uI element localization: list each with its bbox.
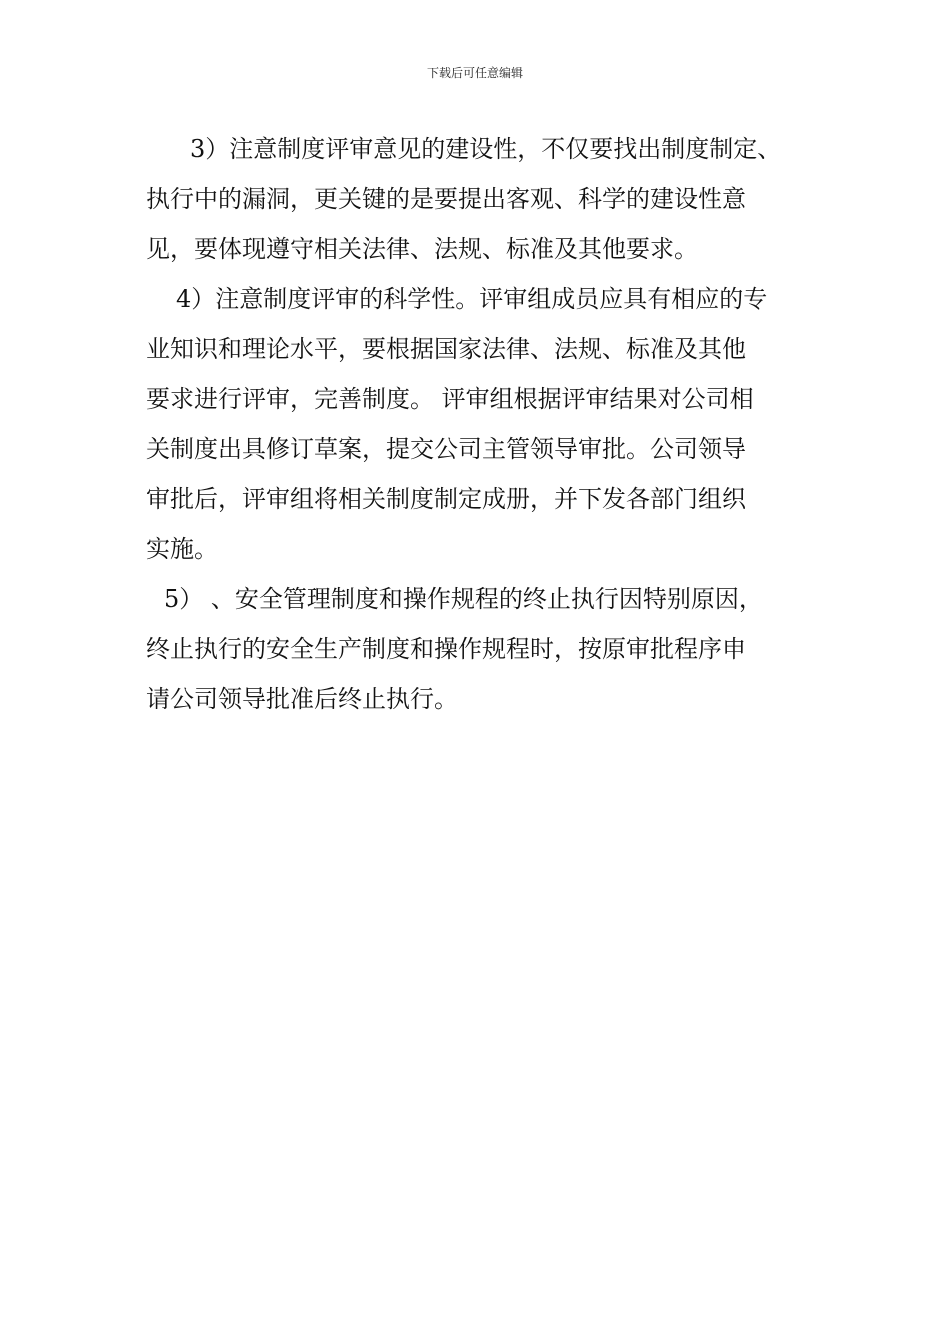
paragraph-3 bbox=[146, 124, 836, 274]
paragraph-line: 审批后，评审组将相关制度制定成册，并下发各部门组织 bbox=[146, 485, 746, 513]
paragraph-line: 请公司领导批准后终止执行。 bbox=[146, 685, 458, 713]
paragraph-line: 3）注意制度评审意见的建设性，不仅要找出制度制定、 bbox=[190, 135, 782, 163]
paragraph-line: 关制度出具修订草案，提交公司主管领导审批。公司领导 bbox=[146, 435, 746, 463]
paragraph-line: 执行中的漏洞，更关键的是要提出客观、科学的建设性意 bbox=[146, 185, 746, 213]
paragraph-line: 见，要体现遵守相关法律、法规、标准及其他要求。 bbox=[146, 235, 698, 263]
paragraph-line: 4）注意制度评审的科学性。评审组成员应具有相应的专 bbox=[176, 285, 768, 313]
paragraph-line: 实施。 bbox=[146, 535, 218, 563]
paragraph-line: 要求进行评审，完善制度。 评审组根据评审结果对公司相 bbox=[146, 385, 754, 413]
paragraph-line: 业知识和理论水平，要根据国家法律、法规、标准及其他 bbox=[146, 335, 746, 363]
paragraph-line: 终止执行的安全生产制度和操作规程时，按原审批程序申 bbox=[146, 635, 746, 663]
paragraph-5 bbox=[146, 574, 836, 724]
header-note: 下载后可任意编辑 bbox=[426, 66, 523, 80]
paragraph-4 bbox=[146, 274, 836, 574]
paragraph-line: 5） 、安全管理制度和操作规程的终止执行因特别原因， bbox=[164, 585, 763, 613]
